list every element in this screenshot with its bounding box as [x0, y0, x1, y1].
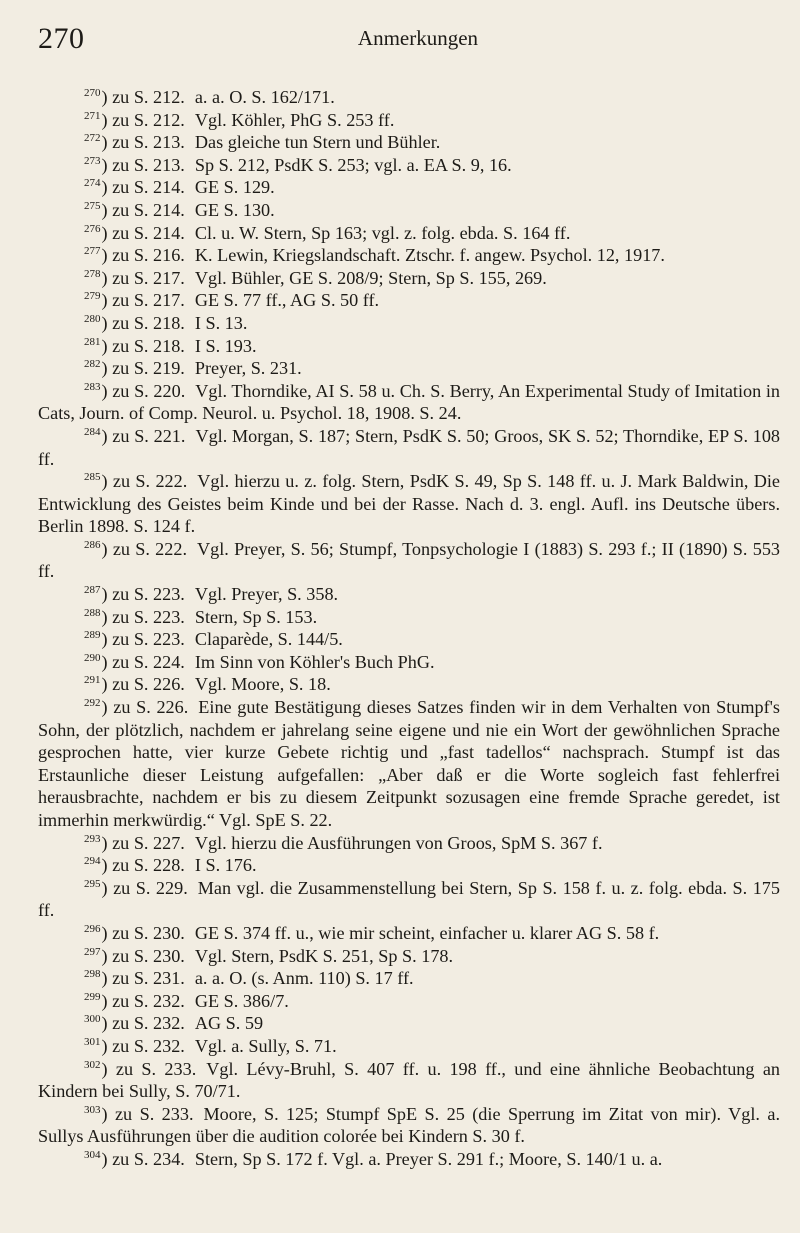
footnote-number: 302 [84, 1058, 101, 1071]
footnote-number: 280 [84, 312, 101, 325]
footnote [38, 289, 780, 312]
page-number: 270 [38, 22, 85, 55]
footnote-number: 287 [84, 584, 101, 597]
footnote-text: GE S. 129. [194, 177, 275, 198]
footnote-location: ) zu S. 219. [101, 358, 185, 379]
footnote-number: 282 [84, 358, 101, 371]
footnote-number: 278 [84, 267, 101, 280]
footnote [38, 945, 780, 968]
footnote-number: 284 [84, 425, 101, 438]
footnote-text: Moore, S. 125; Stumpf SpE S. 25 (die Sperrung im Zitat von mir). Vgl. a. Sullys Ausführungen über die audition colorée bei Kindern S. 30 f. [38, 1103, 780, 1147]
footnote-number: 286 [84, 538, 101, 551]
footnote-location: ) zu S. 213. [101, 132, 185, 153]
footnote-location: ) zu S. 218. [101, 335, 185, 356]
footnote-text: Vgl. Bühler, GE S. 208/9; Stern, Sp S. 155, 269. [194, 267, 547, 288]
footnote-location: ) zu S. 226. [101, 697, 189, 718]
footnote-location: ) zu S. 222. [101, 538, 187, 559]
footnote [38, 380, 780, 425]
footnote [38, 1012, 780, 1035]
footnote [38, 1035, 780, 1058]
footnote-number: 279 [84, 290, 101, 303]
footnote [38, 86, 780, 109]
footnote-location: ) zu S. 232. [101, 990, 185, 1011]
footnote-text: GE S. 130. [194, 199, 275, 220]
footnote-location: ) zu S. 213. [101, 154, 185, 175]
footnote-number: 304 [84, 1148, 101, 1161]
footnote-number: 294 [84, 855, 101, 868]
footnote [38, 470, 780, 538]
footnote [38, 109, 780, 132]
footnote-text: AG S. 59 [194, 1013, 264, 1034]
footnote-number: 270 [84, 87, 101, 99]
footnote-location: ) zu S. 224. [101, 651, 185, 672]
footnote [38, 1148, 780, 1171]
footnote-text: Vgl. Lévy-Bruhl, S. 407 ff. u. 198 ff., und eine ähnliche Beobachtung an Kindern bei Sully, S. 70/71. [38, 1058, 780, 1102]
footnote-number: 297 [84, 945, 101, 958]
footnote-text: Vgl. a. Sully, S. 71. [194, 1035, 337, 1056]
footnote-location: ) zu S. 217. [101, 290, 185, 311]
footnote-location: ) zu S. 233. [101, 1103, 194, 1124]
footnote-number: 277 [84, 245, 101, 258]
footnote-number: 276 [84, 222, 101, 235]
footnote-number: 299 [84, 990, 101, 1003]
footnote-text: Sp S. 212, PsdK S. 253; vgl. a. EA S. 9, 16. [194, 154, 512, 175]
footnote-text: a. a. O. S. 162/171. [194, 87, 335, 107]
footnote-location: ) zu S. 227. [101, 832, 185, 853]
footnote [38, 1058, 780, 1103]
footnote [38, 583, 780, 606]
footnote-number: 288 [84, 606, 101, 619]
footnote [38, 312, 780, 335]
footnote-text: Vgl. Morgan, S. 187; Stern, PsdK S. 50; Groos, SK S. 52; Thorndike, EP S. 108 ff. [38, 425, 781, 469]
footnote-number: 289 [84, 629, 101, 642]
footnote-text: GE S. 77 ff., AG S. 50 ff. [194, 290, 380, 311]
footnote [38, 696, 780, 832]
footnote-location: ) zu S. 233. [101, 1058, 197, 1079]
footnote-location: ) zu S. 226. [101, 674, 185, 695]
footnotes-list [38, 86, 780, 1171]
footnote-text: a. a. O. (s. Anm. 110) S. 17 ff. [194, 968, 414, 989]
footnote-number: 295 [84, 877, 101, 890]
footnote [38, 832, 780, 855]
footnote-location: ) zu S. 228. [101, 855, 185, 876]
footnote-location: ) zu S. 214. [101, 199, 185, 220]
footnote-text: Eine gute Bestätigung dieses Satzes finden wir in dem Verhalten von Stumpf's Sohn, der plötzlich, nachdem er jahrelang seine eigene und nie ein Wort der gewöhnlichen Sprache gesprochen hatte, vier kurze Gebete richtig und „fast tadellos“ nachsprach. Stumpf ist das Erstaunliche dieser Leistung aufgefallen: „Aber daß er die Worte sogleich fast fehlerfrei herausbrachte, nachdem er bis zu diesem Zeitpunkt sozusagen eine fremde Sprache geredet, ist immerhin merkwürdig.“ Vgl. SpE S. 22. [38, 697, 780, 830]
footnote-location: ) zu S. 216. [101, 245, 185, 266]
footnote-location: ) zu S. 229. [101, 877, 188, 898]
footnote-text: GE S. 374 ff. u., wie mir scheint, einfacher u. klarer AG S. 58 f. [194, 922, 660, 943]
footnote [38, 628, 780, 651]
page-header [38, 22, 798, 72]
footnote-location: ) zu S. 231. [101, 968, 185, 989]
footnote [38, 425, 780, 470]
footnote-location: ) zu S. 232. [101, 1035, 185, 1056]
footnote-number: 281 [84, 335, 101, 348]
footnote-text: Vgl. hierzu u. z. folg. Stern, PsdK S. 49, Sp S. 148 ff. u. J. Mark Baldwin, Die Entwicklung des Geistes beim Kinde und bei der Rasse. Nach d. 3. engl. Aufl. ins Deutsche übers. Berlin 1898. S. 124 f. [38, 471, 780, 537]
footnote-text: Im Sinn von Köhler's Buch PhG. [194, 651, 435, 672]
footnote-number: 275 [84, 199, 101, 212]
footnote [38, 606, 780, 629]
footnote [38, 154, 780, 177]
footnote-location: ) zu S. 214. [101, 177, 185, 198]
footnote-text: Vgl. Stern, PsdK S. 251, Sp S. 178. [194, 945, 454, 966]
footnote [38, 967, 780, 990]
footnote-text: Vgl. Moore, S. 18. [194, 674, 331, 695]
footnote [38, 244, 780, 267]
footnote-number: 296 [84, 922, 101, 935]
footnote-number: 271 [84, 109, 101, 122]
footnote-number: 291 [84, 674, 101, 687]
footnote [38, 199, 780, 222]
footnote-location: ) zu S. 230. [101, 922, 185, 943]
footnote-location: ) zu S. 212. [101, 87, 185, 107]
footnote-location: ) zu S. 223. [101, 606, 185, 627]
footnote-text: I S. 193. [194, 335, 257, 356]
footnote-location: ) zu S. 220. [101, 380, 186, 401]
footnote-text: Claparède, S. 144/5. [194, 629, 343, 650]
footnote-number: 300 [84, 1013, 101, 1026]
footnote [38, 673, 780, 696]
footnote-number: 274 [84, 177, 101, 190]
footnote-location: ) zu S. 212. [101, 109, 185, 130]
footnote-location: ) zu S. 223. [101, 584, 185, 605]
footnote-text: Preyer, S. 231. [194, 358, 302, 379]
footnote-text: Vgl. Thorndike, AI S. 58 u. Ch. S. Berry, An Experimental Study of Imitation in Cats, Journ. of Comp. Neurol. u. Psychol. 18, 1908. S. 24. [38, 380, 781, 424]
footnote-location: ) zu S. 222. [101, 471, 188, 492]
footnote-number: 292 [84, 697, 101, 710]
footnote-text: Stern, Sp S. 172 f. Vgl. a. Preyer S. 291 f.; Moore, S. 140/1 u. a. [194, 1148, 663, 1169]
footnote [38, 357, 780, 380]
footnote-text: K. Lewin, Kriegslandschaft. Ztschr. f. angew. Psychol. 12, 1917. [194, 245, 665, 266]
footnote-location: ) zu S. 234. [101, 1148, 185, 1169]
footnote-text: I S. 176. [194, 855, 257, 876]
footnote-number: 272 [84, 132, 101, 145]
footnote [38, 651, 780, 674]
footnote-text: GE S. 386/7. [194, 990, 289, 1011]
footnote-number: 273 [84, 154, 101, 167]
running-title: Anmerkungen [357, 26, 479, 50]
footnote-number: 303 [84, 1103, 101, 1116]
footnote-location: ) zu S. 232. [101, 1013, 185, 1034]
footnote-text: Cl. u. W. Stern, Sp 163; vgl. z. folg. ebda. S. 164 ff. [194, 222, 571, 243]
footnote-text: Vgl. hierzu die Ausführungen von Groos, SpM S. 367 f. [194, 832, 603, 853]
footnote-text: I S. 13. [194, 312, 248, 333]
footnote-number: 293 [84, 832, 101, 845]
footnote [38, 922, 780, 945]
footnote [38, 877, 780, 922]
footnote-text: Stern, Sp S. 153. [194, 606, 318, 627]
footnote-location: ) zu S. 218. [101, 312, 185, 333]
footnote-number: 290 [84, 651, 101, 664]
footnote [38, 176, 780, 199]
footnote [38, 854, 780, 877]
footnote-text: Man vgl. die Zusammenstellung bei Stern, Sp S. 158 f. u. z. folg. ebda. S. 175 ff. [38, 877, 780, 921]
footnote-number: 283 [84, 380, 101, 393]
footnote-location: ) zu S. 214. [101, 222, 185, 243]
footnote-location: ) zu S. 221. [101, 425, 186, 446]
footnote [38, 131, 780, 154]
footnote-location: ) zu S. 217. [101, 267, 185, 288]
footnote-number: 301 [84, 1035, 101, 1048]
footnote [38, 335, 780, 358]
footnote [38, 267, 780, 290]
footnote [38, 990, 780, 1013]
footnote-text: Das gleiche tun Stern und Bühler. [194, 132, 441, 153]
footnote-location: ) zu S. 230. [101, 945, 185, 966]
footnote-number: 285 [84, 471, 101, 484]
footnote-text: Vgl. Preyer, S. 56; Stumpf, Tonpsychologie I (1883) S. 293 f.; II (1890) S. 553 ff. [38, 538, 781, 582]
footnote-text: Vgl. Preyer, S. 358. [194, 584, 339, 605]
footnote [38, 1103, 780, 1148]
footnote [38, 538, 780, 583]
footnote-location: ) zu S. 223. [101, 629, 185, 650]
footnote [38, 222, 780, 245]
footnote-text: Vgl. Köhler, PhG S. 253 ff. [194, 109, 395, 130]
footnote-number: 298 [84, 968, 101, 981]
